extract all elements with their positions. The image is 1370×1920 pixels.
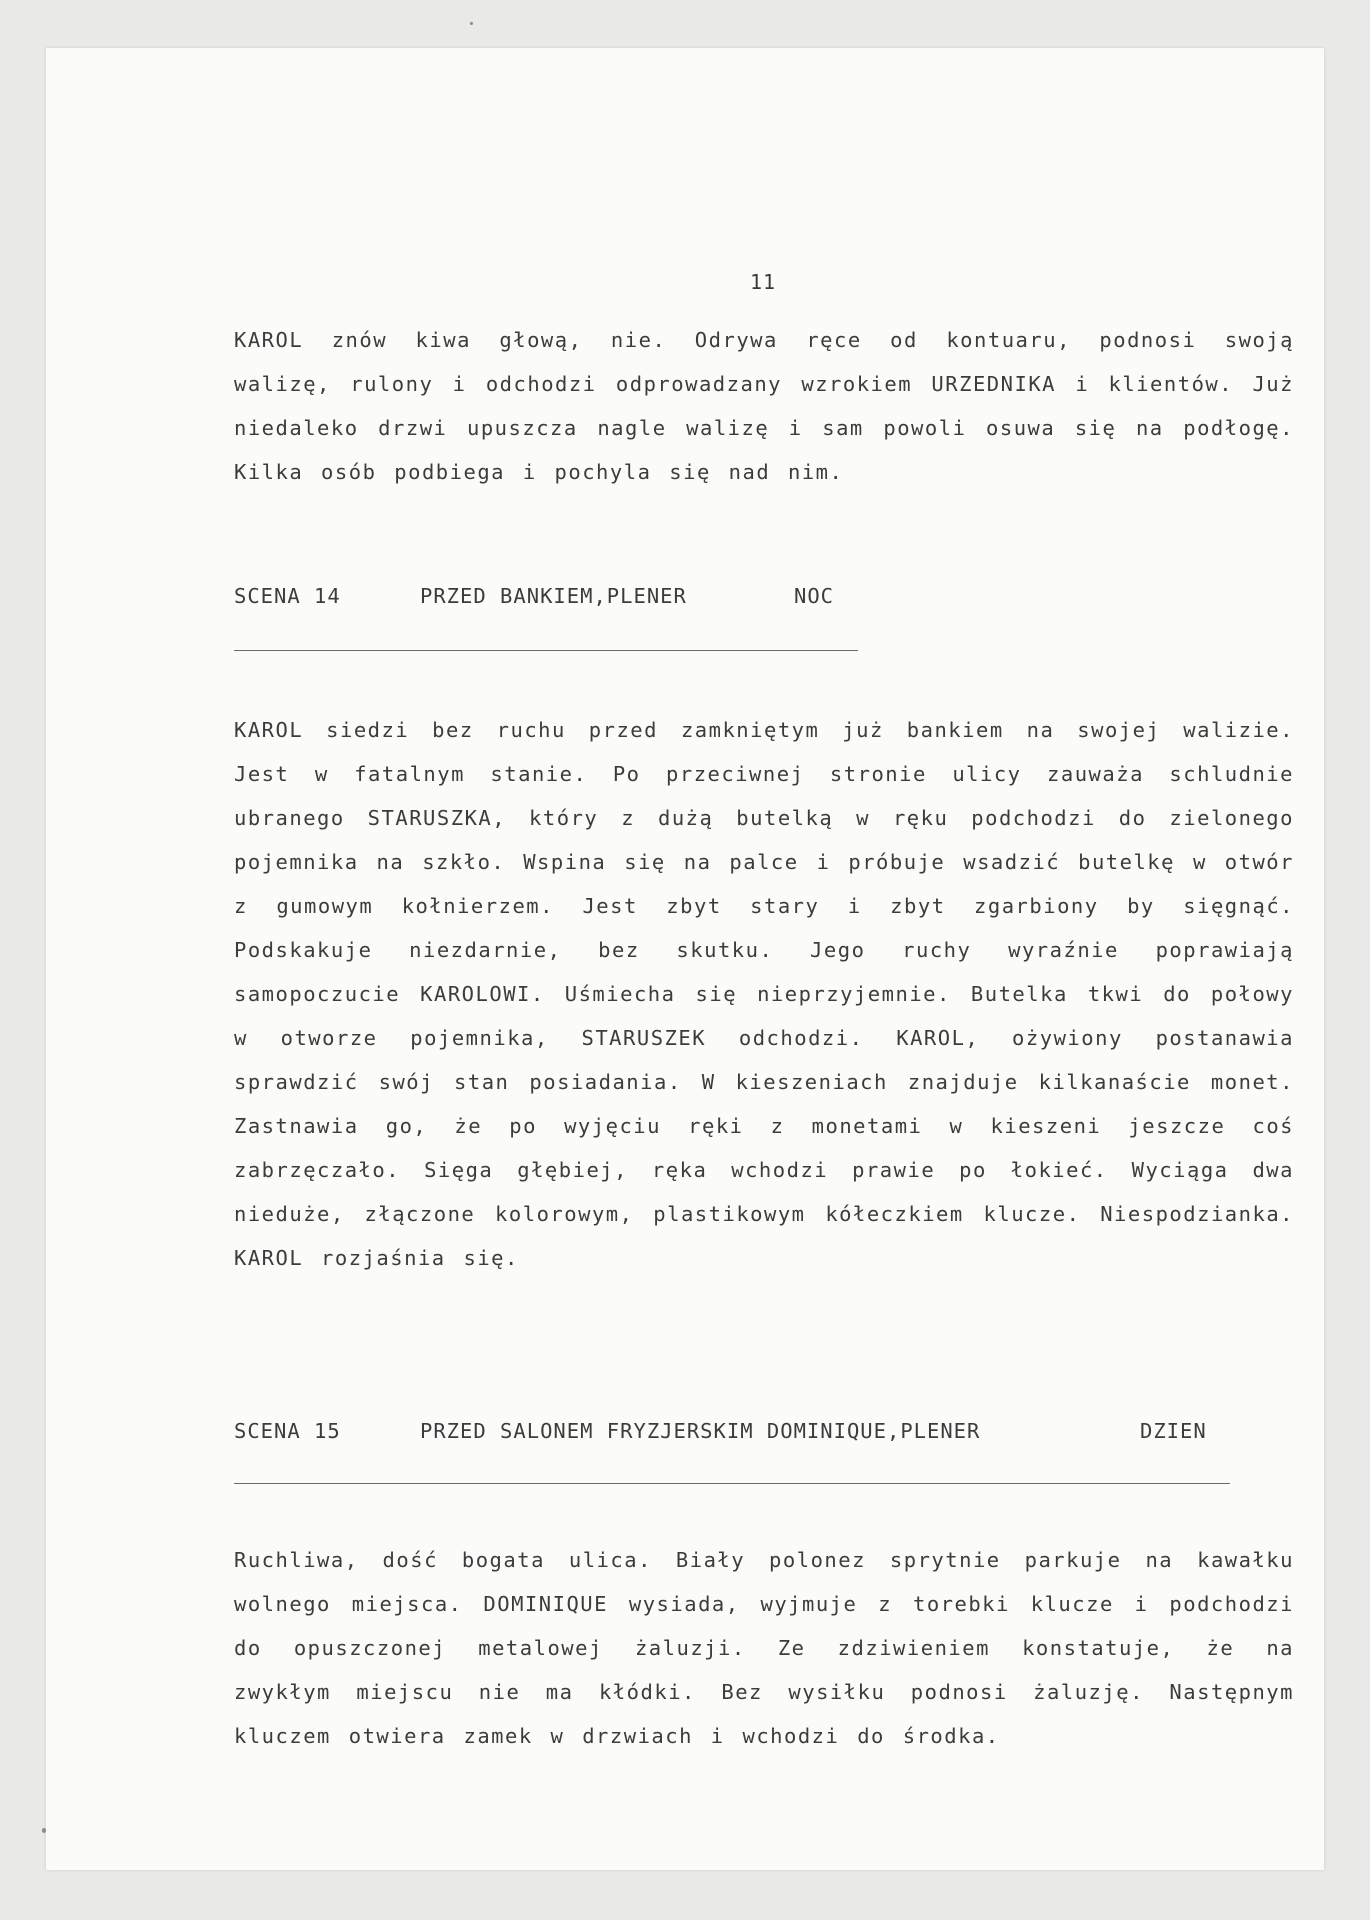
scene-time: DZIEN	[1140, 1419, 1207, 1443]
scene-heading-15	[234, 1419, 1207, 1443]
paper-speck	[470, 22, 473, 25]
scene-location: PRZED BANKIEM,PLENER	[420, 584, 687, 608]
scene-time: NOC	[794, 584, 835, 608]
paragraph-scene-15: Ruchliwa, dość bogata ulica. Biały polonez sprytnie parkuje na kawałku wolnego miejsca. DOMINIQUE wysiada, wyjmuje z torebki klucze i podchodzi do opuszczonej metalowej żaluzji. Ze zdziwieniem konstatuje, że na zwykłym miejscu nie ma kłódki. Bez wysiłku podnosi żaluzję. Następnym kluczem otwiera zamek w drzwiach i wchodzi do środka.	[234, 1548, 1294, 1748]
scene-divider	[234, 650, 858, 651]
scene-location: PRZED SALONEM FRYZJERSKIM DOMINIQUE,PLENER	[420, 1419, 981, 1443]
scene-heading-14	[234, 584, 834, 608]
document-page	[46, 48, 1324, 1870]
scene-label: SCENA 14	[234, 584, 341, 608]
paragraph-scene-14: KAROL siedzi bez ruchu przed zamkniętym już bankiem na swojej walizie. Jest w fatalnym stanie. Po przeciwnej stronie ulicy zauważa schludnie ubranego STARUSZKA, który z dużą butelką w ręku podchodzi do zielonego pojemnika na szkło. Wspina się na palce i próbuje wsadzić butelkę w otwór z gumowym kołnierzem. Jest zbyt stary i zbyt zgarbiony by sięgnąć. Podskakuje niezdarnie, bez skutku. Jego ruchy wyraźnie poprawiają samopoczucie KAROLOWI. Uśmiecha się nieprzyjemnie. Butelka tkwi do połowy w otworze pojemnika, STARUSZEK odchodzi. KAROL, ożywiony postanawia sprawdzić swój stan posiadania. W kieszeniach znajduje kilkanaście monet. Zastnawia go, że po wyjęciu ręki z monetami w kieszeni jeszcze coś zabrzęczało. Sięga głębiej, ręka wchodzi prawie po łokieć. Wyciąga dwa nieduże, złączone kolorowym, plastikowym kółeczkiem klucze. Niespodzianka. KAROL rozjaśnia się.	[234, 718, 1294, 1270]
scene-divider	[234, 1483, 1230, 1484]
scene-label: SCENA 15	[234, 1419, 341, 1443]
paragraph-scene-13-end: KAROL znów kiwa głową, nie. Odrywa ręce od kontuaru, podnosi swoją walizę, rulony i odchodzi odprowadzany wzrokiem URZEDNIKA i klientów. Już niedaleko drzwi upuszcza nagle walizę i sam powoli osuwa się na podłogę. Kilka osób podbiega i pochyla się nad nim.	[234, 328, 1294, 484]
paper-speck	[42, 1828, 46, 1833]
page-number: 11	[750, 270, 777, 294]
